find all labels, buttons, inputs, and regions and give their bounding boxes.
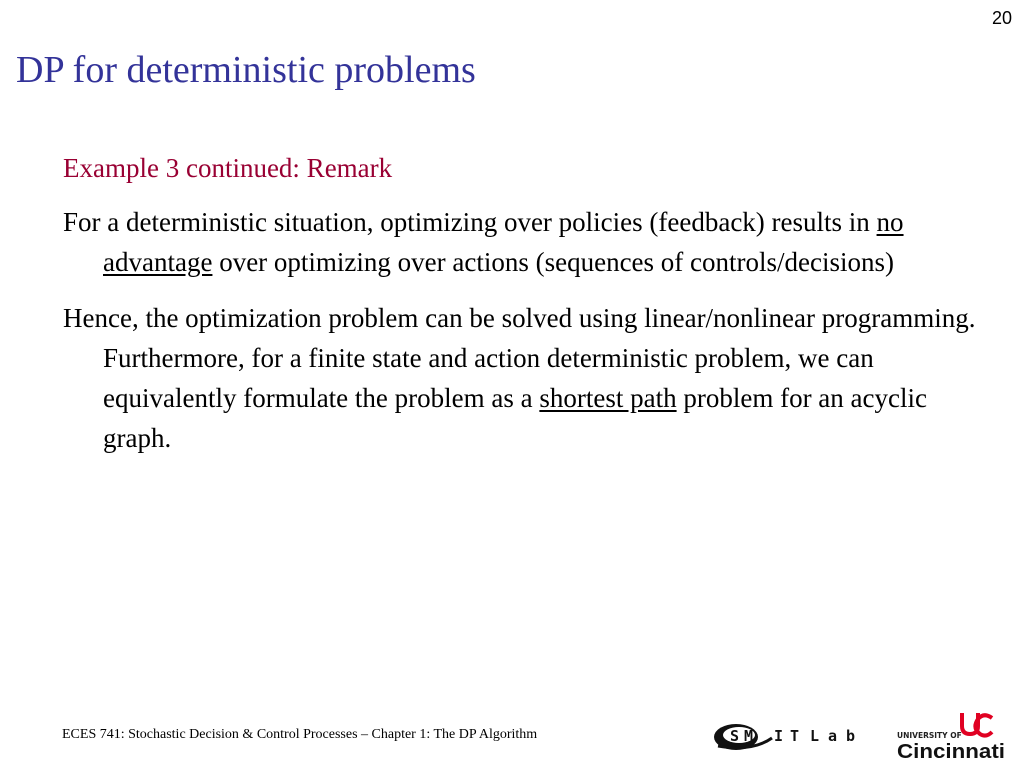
uc-emblem-icon (962, 713, 992, 736)
smitlab-letter-a: a (828, 727, 838, 745)
paragraph-optimization-text-1: Hence, the optimization problem can be solved using linear/nonlinear programming. Furthermore, for a finite state and action deterministic problem, we can equivalently formulate the problem as a (63, 302, 976, 413)
slide-number: 20 (991, 8, 1012, 28)
smitlab-letter-s: S (730, 727, 740, 745)
paragraph-optimization-text-2: problem for an acyclic graph. (103, 382, 927, 453)
smitlab-letter-t: T (790, 727, 800, 745)
smitlab-letter-m: M (744, 727, 754, 745)
paragraph-policies-text-2: over optimizing over actions (sequences of controls/decisions) (212, 246, 895, 277)
example-subtitle: Example 3 continued: Remark (63, 153, 393, 183)
shortest-path-emphasis: shortest path (539, 382, 677, 413)
paragraph-policies (63, 202, 993, 282)
slide-title: DP for deterministic problems (16, 49, 476, 91)
paragraph-policies-text-1: For a deterministic situation, optimizing over policies (feedback) results in (63, 206, 877, 237)
footer-text: ECES 741: Stochastic Decision & Control Processes – Chapter 1: The DP Algorithm (62, 727, 538, 742)
uc-cincinnati-text: Cincinnati (897, 741, 1005, 762)
smitlab-letter-i: I (774, 727, 784, 745)
no-advantage-emphasis: no advantage (103, 206, 904, 277)
university-of-cincinnati-logo (896, 710, 1008, 762)
uc-university-of-text: UNIVERSITY OF (897, 731, 962, 740)
smitlab-letter-b: b (846, 727, 856, 745)
slide-content (63, 152, 993, 474)
paragraph-optimization (63, 298, 993, 458)
smitlab-letter-l: L (810, 727, 820, 745)
smitlab-logo (712, 716, 862, 756)
